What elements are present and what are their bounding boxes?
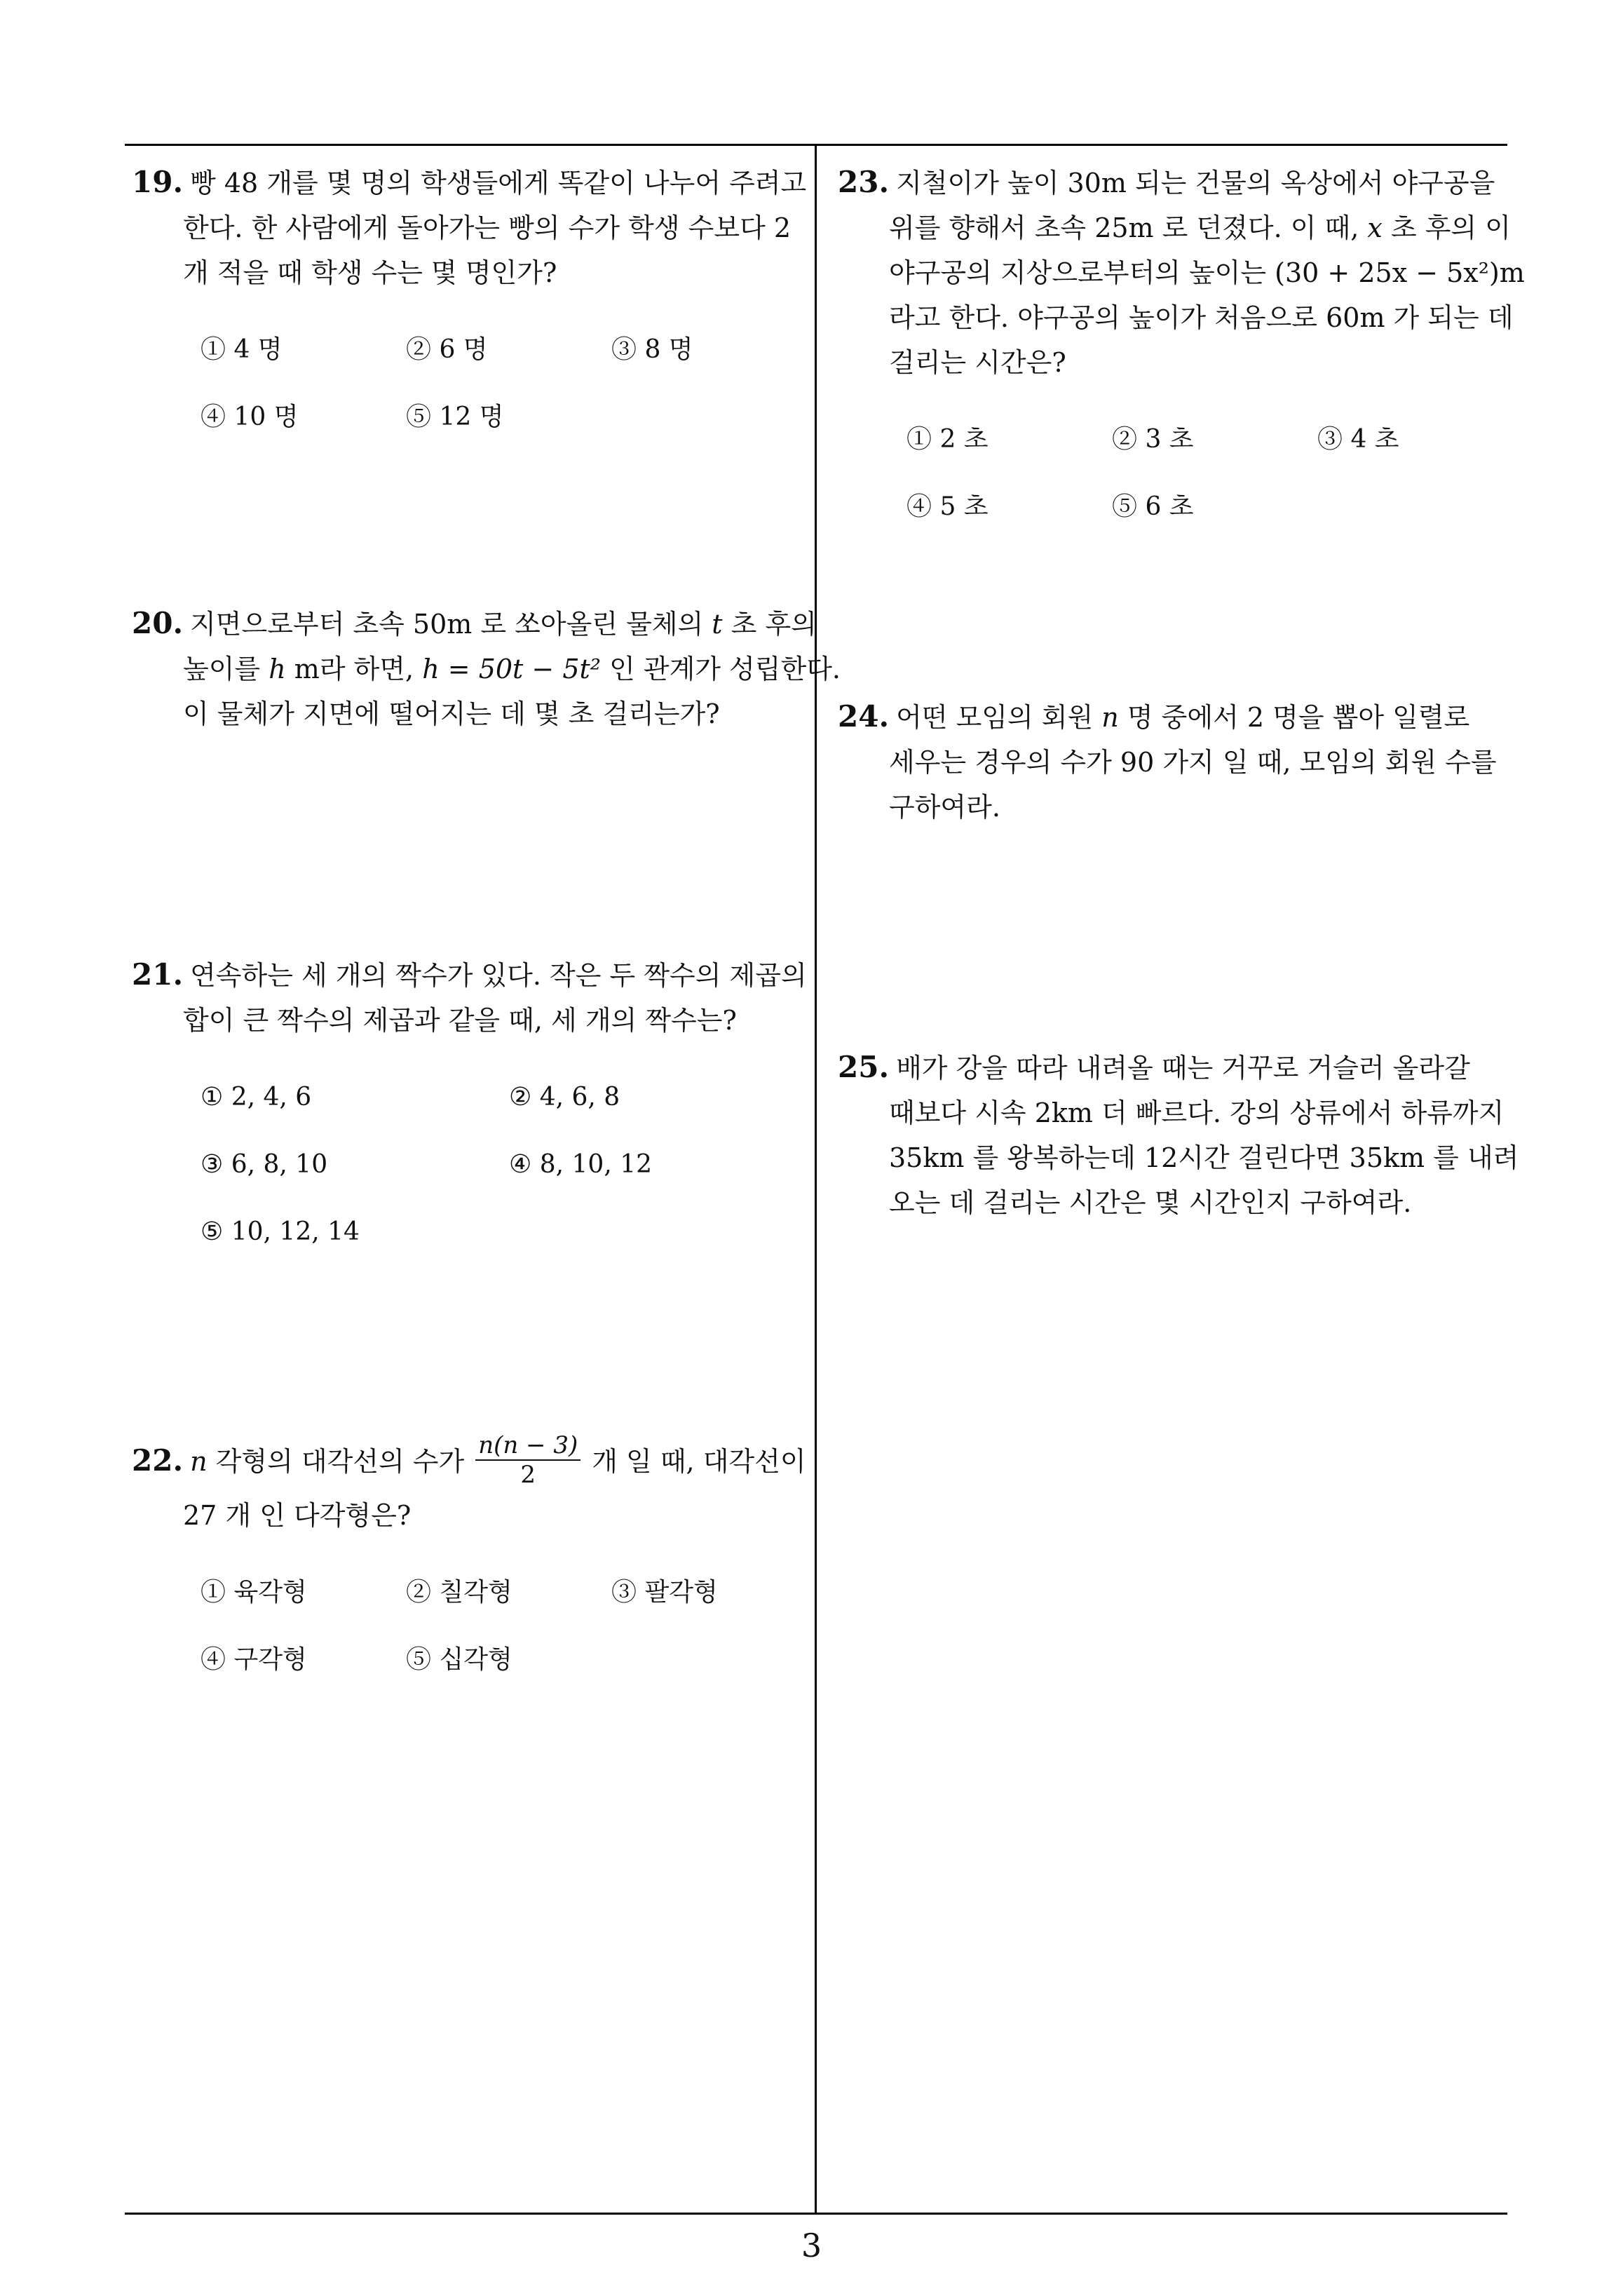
choice-4: ④ 8, 10, 12 <box>509 1150 653 1179</box>
question-text: 라고 한다. 야구공의 높이가 처음으로 60m 가 되는 데 <box>889 302 1514 333</box>
math-var: n <box>1101 702 1119 733</box>
question-text: 초 후의 <box>731 609 817 640</box>
question-text: 때보다 시속 2km 더 빠르다. 강의 상류에서 하류까지 <box>889 1098 1505 1128</box>
choice-3: ③ 4 초 <box>1317 425 1399 454</box>
choice-4: ④ 5 초 <box>906 492 989 521</box>
math-var: t <box>712 609 723 640</box>
choice-5: ⑤ 6 초 <box>1112 492 1194 521</box>
fraction-numerator: n(n − 3) <box>478 1431 578 1459</box>
choice-4: ④ 10 명 <box>201 403 299 431</box>
question-text: 인 관계가 성립한다. <box>609 654 841 684</box>
question-text: 빵 48 개를 몇 명의 학생들에게 똑같이 나누어 주려고 <box>190 168 807 198</box>
choice-5: ⑤ 십각형 <box>406 1645 512 1674</box>
choice-2: ② 6 명 <box>406 335 488 364</box>
question-number: 24. <box>838 699 890 734</box>
question-text: 개 일 때, 대각선이 <box>592 1446 806 1477</box>
fraction <box>475 1431 580 1489</box>
question-text: 세우는 경우의 수가 90 가지 일 때, 모임의 회원 수를 <box>889 747 1497 778</box>
math-equation: h = 50t − 5t² <box>422 654 601 684</box>
question-23 <box>838 160 1525 541</box>
question-text: 야구공의 지상으로부터의 높이는 <box>889 257 1267 288</box>
page-number: 3 <box>801 2227 822 2264</box>
answer-choices <box>132 1064 817 1266</box>
question-text: 위를 향해서 초속 25m 로 던졌다. 이 때, <box>889 212 1359 243</box>
question-text: 지면으로부터 초속 50m 로 쏘아올린 물체의 <box>190 609 704 640</box>
math-var: x <box>1367 212 1383 243</box>
choice-2: ② 칠각형 <box>406 1577 512 1607</box>
question-22 <box>132 1431 817 1694</box>
choice-2: ② 3 초 <box>1112 425 1194 454</box>
choice-2: ② 4, 6, 8 <box>509 1083 620 1112</box>
math-var: h <box>269 654 286 684</box>
choice-1: ① 4 명 <box>201 335 283 364</box>
question-text: 한다. 한 사람에게 돌아가는 빵의 수가 학생 수보다 2 <box>183 212 792 243</box>
choice-4: ④ 구각형 <box>201 1645 307 1674</box>
question-21 <box>132 952 817 1266</box>
choice-1: ① 2 초 <box>906 425 989 454</box>
answer-choices <box>838 406 1525 541</box>
question-text: 배가 강을 따라 내려올 때는 거꾸로 거슬러 올라갈 <box>896 1053 1470 1083</box>
choice-5: ⑤ 12 명 <box>406 403 504 431</box>
question-text: 35km 를 왕복하는데 12시간 걸린다면 35km 를 내려 <box>889 1142 1519 1173</box>
math-equation: (30 + 25x − 5x²)m <box>1275 257 1525 288</box>
question-text: 연속하는 세 개의 짝수가 있다. 작은 두 짝수의 제곱의 <box>190 960 807 991</box>
question-text: 합이 큰 짝수의 제곱과 같을 때, 세 개의 짝수는? <box>183 1005 737 1036</box>
choice-1: ① 2, 4, 6 <box>201 1083 312 1112</box>
question-20 <box>132 601 841 736</box>
choice-3: ③ 6, 8, 10 <box>201 1150 328 1179</box>
question-text: 초 후의 이 <box>1390 212 1511 243</box>
question-text: 어떤 모임의 회원 <box>896 702 1094 733</box>
question-text: 이 물체가 지면에 떨어지는 데 몇 초 걸리는가? <box>183 698 720 729</box>
choice-1: ① 육각형 <box>201 1577 307 1607</box>
choice-3: ③ 8 명 <box>611 335 693 364</box>
question-text: 오는 데 걸리는 시간은 몇 시간인지 구하여라. <box>889 1187 1412 1218</box>
question-text: 높이를 <box>183 654 261 684</box>
question-number: 25. <box>838 1050 890 1084</box>
question-number: 20. <box>132 606 184 640</box>
question-text: 구하여라. <box>889 792 1000 823</box>
question-number: 21. <box>132 957 184 992</box>
fraction-denominator: 2 <box>520 1460 536 1489</box>
answer-choices <box>132 316 817 451</box>
question-number: 23. <box>838 165 890 199</box>
question-text: m라 하면, <box>294 654 414 684</box>
bottom-rule <box>125 2213 1507 2215</box>
question-25 <box>838 1045 1519 1225</box>
math-var: n <box>190 1446 208 1477</box>
question-19 <box>132 160 817 451</box>
choice-3: ③ 팔각형 <box>611 1577 718 1607</box>
question-number: 22. <box>132 1443 184 1478</box>
question-24 <box>838 694 1497 830</box>
question-text: 개 적을 때 학생 수는 몇 명인가? <box>183 257 557 288</box>
question-text: 지철이가 높이 30m 되는 건물의 옥상에서 야구공을 <box>896 168 1495 198</box>
question-text: 각형의 대각선의 수가 <box>215 1446 465 1477</box>
question-text: 걸리는 시간은? <box>889 347 1066 378</box>
answer-choices <box>132 1559 817 1694</box>
question-text: 명 중에서 2 명을 뽑아 일렬로 <box>1127 702 1470 733</box>
choice-5: ⑤ 10, 12, 14 <box>201 1217 360 1246</box>
question-number: 19. <box>132 165 184 199</box>
question-text: 27 개 인 다각형은? <box>183 1499 412 1531</box>
